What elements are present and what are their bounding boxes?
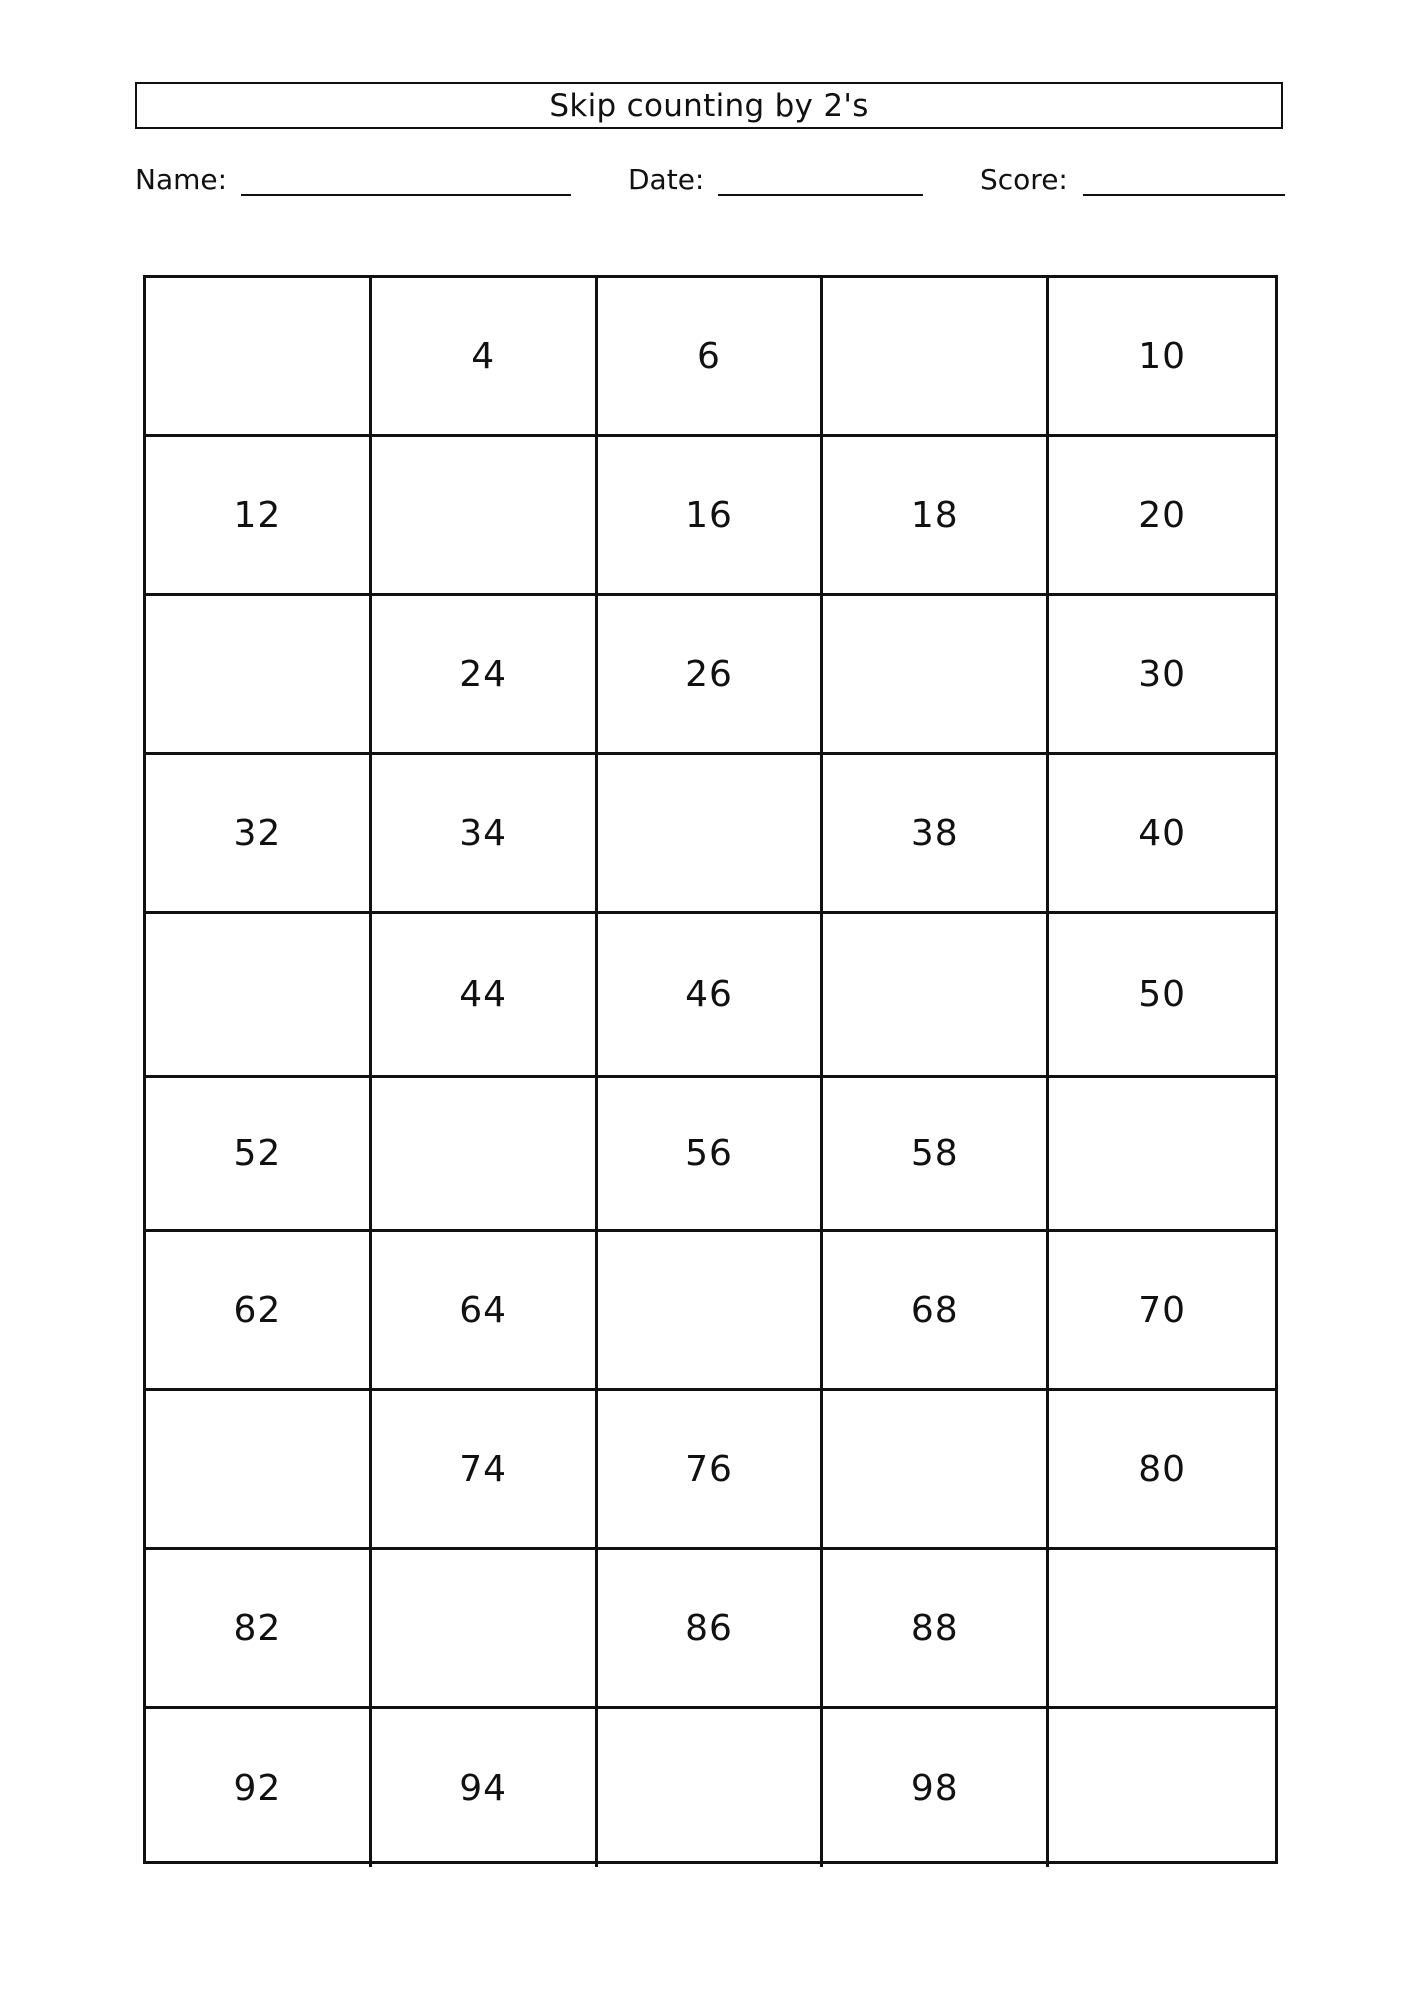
- number-cell: 58: [823, 1078, 1049, 1232]
- number-cell: 88: [823, 1550, 1049, 1709]
- blank-answer-cell[interactable]: [146, 1391, 372, 1550]
- number-cell: 98: [823, 1709, 1049, 1867]
- number-cell: 46: [598, 914, 824, 1078]
- number-cell: 16: [598, 437, 824, 596]
- number-cell: 76: [598, 1391, 824, 1550]
- blank-answer-cell[interactable]: [598, 755, 824, 914]
- name-answer-line[interactable]: [241, 194, 571, 196]
- score-answer-line[interactable]: [1083, 194, 1285, 196]
- blank-answer-cell[interactable]: [823, 1391, 1049, 1550]
- number-cell: 52: [146, 1078, 372, 1232]
- number-cell: 30: [1049, 596, 1275, 755]
- number-cell: 70: [1049, 1232, 1275, 1391]
- name-label: Name:: [135, 163, 228, 196]
- number-cell: 44: [372, 914, 598, 1078]
- number-cell: 80: [1049, 1391, 1275, 1550]
- blank-answer-cell[interactable]: [1049, 1550, 1275, 1709]
- number-cell: 20: [1049, 437, 1275, 596]
- blank-answer-cell[interactable]: [598, 1232, 824, 1391]
- blank-answer-cell[interactable]: [598, 1709, 824, 1867]
- number-cell: 62: [146, 1232, 372, 1391]
- blank-answer-cell[interactable]: [372, 437, 598, 596]
- number-cell: 10: [1049, 278, 1275, 437]
- number-cell: 50: [1049, 914, 1275, 1078]
- blank-answer-cell[interactable]: [146, 596, 372, 755]
- number-cell: 56: [598, 1078, 824, 1232]
- number-cell: 86: [598, 1550, 824, 1709]
- number-cell: 92: [146, 1709, 372, 1867]
- date-label: Date:: [628, 163, 705, 196]
- number-cell: 74: [372, 1391, 598, 1550]
- number-cell: 38: [823, 755, 1049, 914]
- number-cell: 34: [372, 755, 598, 914]
- date-answer-line[interactable]: [718, 194, 923, 196]
- number-cell: 40: [1049, 755, 1275, 914]
- worksheet-title: Skip counting by 2's: [135, 82, 1283, 129]
- blank-answer-cell[interactable]: [823, 596, 1049, 755]
- number-cell: 6: [598, 278, 824, 437]
- blank-answer-cell[interactable]: [372, 1550, 598, 1709]
- blank-answer-cell[interactable]: [823, 914, 1049, 1078]
- blank-answer-cell[interactable]: [1049, 1078, 1275, 1232]
- number-cell: 68: [823, 1232, 1049, 1391]
- number-cell: 94: [372, 1709, 598, 1867]
- blank-answer-cell[interactable]: [372, 1078, 598, 1232]
- blank-answer-cell[interactable]: [146, 278, 372, 437]
- number-cell: 26: [598, 596, 824, 755]
- number-cell: 18: [823, 437, 1049, 596]
- number-cell: 64: [372, 1232, 598, 1391]
- blank-answer-cell[interactable]: [823, 278, 1049, 437]
- blank-answer-cell[interactable]: [146, 914, 372, 1078]
- number-grid: [143, 275, 1278, 1864]
- number-cell: 24: [372, 596, 598, 755]
- number-cell: 82: [146, 1550, 372, 1709]
- number-cell: 32: [146, 755, 372, 914]
- score-label: Score:: [980, 163, 1068, 196]
- number-cell: 12: [146, 437, 372, 596]
- blank-answer-cell[interactable]: [1049, 1709, 1275, 1867]
- number-cell: 4: [372, 278, 598, 437]
